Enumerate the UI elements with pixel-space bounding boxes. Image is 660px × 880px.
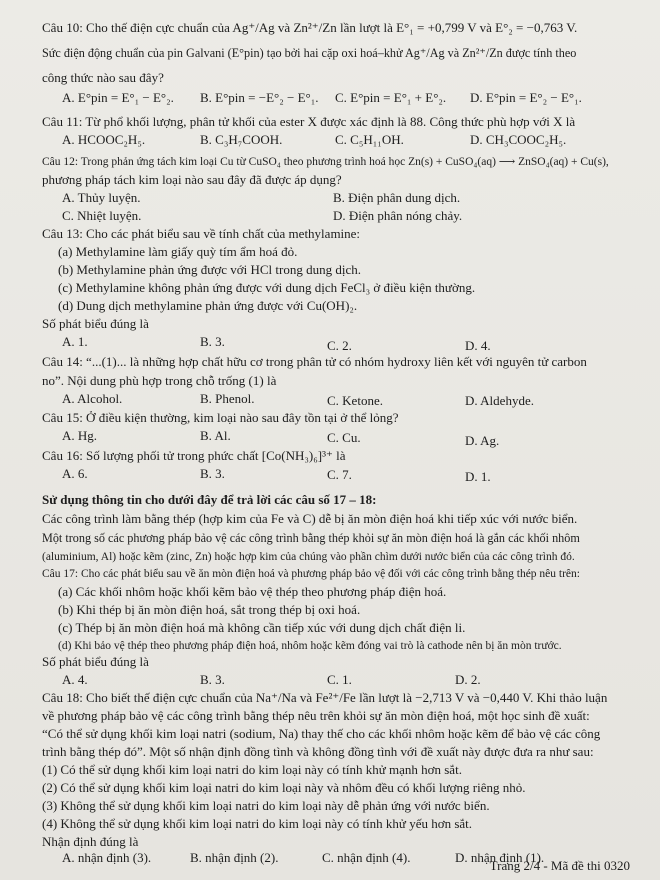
q15-option-c: C. Cu. [327, 430, 361, 445]
q13-count-label: Số phát biểu đúng là [42, 316, 149, 331]
q10-option-c: C. E°pin = E°₁ + E°₂. [335, 90, 447, 105]
q16-option-b: B. 3. [200, 466, 225, 481]
q13-option-d: D. 4. [465, 338, 491, 353]
section-paragraph-3: (aluminium, Al) hoặc kẽm (zinc, Zn) hoặc hợp kim của chúng vào phần chìm dưới nước biển của các công trình đó. [42, 551, 575, 563]
page-footer: Trang 2/4 - Mã đề thi 0320 [489, 858, 630, 873]
q14-stem-2: no”. Nội dung phù hợp trong chỗ trống (1) là [42, 373, 277, 388]
q14-stem: Câu 14: “...(1)... là những hợp chất hữu cơ trong phân tử có nhóm hydroxy liên kết với nguyên tử carbon [42, 354, 587, 369]
q18-count-label: Nhận định đúng là [42, 834, 139, 849]
q17-stem: Câu 17: Cho các phát biểu sau về ăn mòn điện hoá và phương pháp bảo vệ đối với các công trình bằng thép nêu trên: [42, 568, 580, 580]
q12-stem-2: phương pháp tách kim loại nào sau đây đã được áp dụng? [42, 172, 342, 187]
q13-statement-b: (b) Methylamine phản ứng được với HCl trong dung dịch. [58, 262, 361, 277]
q18-statement-2: (2) Có thể sử dụng khối kim loại natri do kim loại này và nhôm đều có khối lượng riêng nhỏ. [42, 780, 526, 795]
q18-option-d: D. nhận định (1). [455, 850, 545, 865]
q15-option-d: D. Ag. [465, 433, 500, 448]
q13-stem: Câu 13: Cho các phát biểu sau về tính chất của methylamine: [42, 226, 361, 241]
q17-count-label: Số phát biểu đúng là [42, 654, 149, 669]
q15-stem: Câu 15: Ở điều kiện thường, kim loại nào sau đây tồn tại ở thể lỏng? [42, 410, 399, 425]
q11-stem: Câu 11: Từ phổ khối lượng, phân tử khối của ester X được xác định là 88. Công thức phù hợp với X là [42, 114, 576, 129]
q18-option-b: B. nhận định (2). [190, 850, 279, 865]
q12-stem: Câu 12: Trong phản ứng tách kim loại Cu từ CuSO₄ theo phương trình hoá học Zn(s) + CuSO₄(aq) ⟶ ZnSO₄(aq) + Cu(s), [42, 156, 609, 168]
q18-statement-1: (1) Có thể sử dụng khối kim loại natri do kim loại này có tính khử mạnh hơn sắt. [42, 762, 462, 777]
q17-statement-d: (d) Khi bảo vệ thép theo phương pháp điện hoá, nhôm hoặc kẽm đóng vai trò là cathode nên bị ăn mòn trước. [58, 640, 562, 652]
q10-stem-3: công thức nào sau đây? [42, 70, 164, 85]
q10-option-b: B. E°pin = −E°₂ − E°₁. [200, 90, 319, 105]
q11-option-b: B. C₃H₇COOH. [200, 132, 283, 147]
q13-statement-c: (c) Methylamine không phản ứng được với dung dịch FeCl₃ ở điều kiện thường. [58, 280, 476, 295]
q10-option-d: D. E°pin = E°₂ − E°₁. [470, 90, 582, 105]
q13-option-b: B. 3. [200, 334, 225, 349]
q13-option-c: C. 2. [327, 338, 352, 353]
q18-stem: Câu 18: Cho biết thế điện cực chuẩn của Na⁺/Na và Fe²⁺/Fe lần lượt là −2,713 V và −0,440 V. Khi thảo luận [42, 690, 608, 705]
q12-option-b: B. Điện phân dung dịch. [333, 190, 461, 205]
q10-stem: Câu 10: Cho thế điện cực chuẩn của Ag⁺/Ag và Zn²⁺/Zn lần lượt là E°₁ = +0,799 V và E°₂ = −0,763 V. [42, 20, 578, 35]
q12-option-d: D. Điện phân nóng chảy. [333, 208, 463, 223]
q15-option-b: B. Al. [200, 428, 231, 443]
q16-stem: Câu 16: Số lượng phối tử trong phức chất [Co(NH₃)₆]³⁺ là [42, 448, 346, 463]
q14-option-d: D. Aldehyde. [465, 393, 534, 408]
q17-option-b: B. 3. [200, 672, 225, 687]
q18-option-a: A. nhận định (3). [62, 850, 152, 865]
q17-option-a: A. 4. [62, 672, 88, 687]
q18-option-c: C. nhận định (4). [322, 850, 411, 865]
q11-option-c: C. C₅H₁₁OH. [335, 132, 404, 147]
q18-statement-4: (4) Không thể sử dụng khối kim loại natri do kim loại này có tính khử yếu hơn sắt. [42, 816, 473, 831]
q18-stem-4: trình bằng thép đó”. Một số nhận định đồng tình và không đồng tình với đề xuất này được đưa ra như sau: [42, 744, 594, 759]
q16-option-c: C. 7. [327, 467, 352, 482]
q13-option-a: A. 1. [62, 334, 88, 349]
q14-option-b: B. Phenol. [200, 391, 255, 406]
q12-option-a: A. Thủy luyện. [62, 190, 141, 205]
q18-stem-2: về phương pháp bảo vệ các công trình bằng thép nêu trên khỏi sự ăn mòn điện hoá, một học sinh đề xuất: [42, 708, 590, 723]
q14-option-c: C. Ketone. [327, 393, 383, 408]
q18-stem-3: “Có thể sử dụng khối kim loại natri (sodium, Na) thay thế cho các khối nhôm hoặc kẽm để bảo vệ các công [42, 726, 601, 741]
q11-option-a: A. HCOOC₂H₅. [62, 132, 146, 147]
q10-stem-2: Sức điện động chuẩn của pin Galvani (E°pin) tạo bởi hai cặp oxi hoá–khử Ag⁺/Ag và Zn²⁺/Zn được tính theo [42, 46, 577, 60]
q17-option-c: C. 1. [327, 672, 352, 687]
q17-option-d: D. 2. [455, 672, 481, 687]
q11-option-d: D. CH₃COOC₂H₅. [470, 132, 567, 147]
q13-statement-d: (d) Dung dịch methylamine phản ứng được với Cu(OH)₂. [58, 298, 358, 313]
q16-option-a: A. 6. [62, 466, 88, 481]
section-paragraph-1: Các công trình làm bằng thép (hợp kim của Fe và C) dễ bị ăn mòn điện hoá khi tiếp xúc với nước biển. [42, 511, 578, 526]
q17-statement-c: (c) Thép bị ăn mòn điện hoá mà không cần tiếp xúc với dung dịch chất điện li. [58, 620, 466, 635]
section-heading: Sử dụng thông tin cho dưới đây để trả lời các câu số 17 – 18: [42, 492, 377, 507]
q10-option-a: A. E°pin = E°₁ − E°₂. [62, 90, 174, 105]
q15-option-a: A. Hg. [62, 428, 98, 443]
q17-statement-b: (b) Khi thép bị ăn mòn điện hoá, sắt trong thép bị oxi hoá. [58, 602, 361, 617]
q18-statement-3: (3) Không thể sử dụng khối kim loại natri do kim loại này dễ phản ứng với nước biển. [42, 798, 490, 813]
section-paragraph-2: Một trong số các phương pháp bảo vệ các công trình bằng thép khỏi sự ăn mòn điện hoá là gắn các khối nhôm [42, 531, 580, 545]
q17-statement-a: (a) Các khối nhôm hoặc khối kẽm bảo vệ thép theo phương pháp điện hoá. [58, 584, 447, 599]
q12-option-c: C. Nhiệt luyện. [62, 208, 142, 223]
q16-option-d: D. 1. [465, 469, 491, 484]
q13-statement-a: (a) Methylamine làm giấy quỳ tím ẩm hoá đỏ. [58, 244, 298, 259]
q14-option-a: A. Alcohol. [62, 391, 123, 406]
